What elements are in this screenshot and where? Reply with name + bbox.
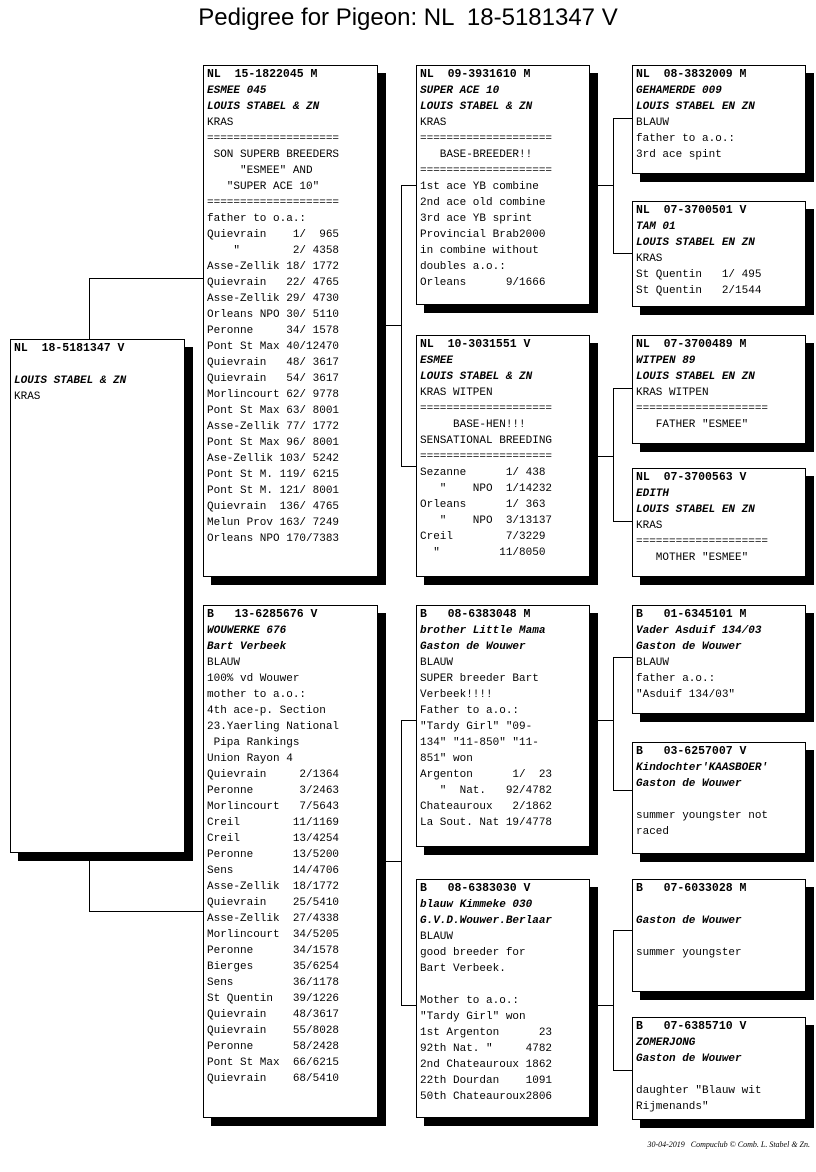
connector-line (597, 185, 613, 186)
connector-line (613, 930, 614, 1071)
card-line: SENSATIONAL BREEDING (420, 435, 553, 447)
connector-line (89, 911, 204, 912)
card-line: Quievrain 54/ 3617 (207, 373, 340, 385)
card-line: Quievrain 68/5410 (207, 1073, 340, 1085)
pigeon-card-dam-sire (416, 605, 590, 847)
card-line: 3rd ace YB sprint (420, 213, 533, 225)
page-title: Pedigree for Pigeon: NL 18-5181347 V (198, 4, 618, 31)
card-line: ==================== (420, 403, 553, 415)
pigeon-card-sire-sire (416, 65, 590, 305)
card-line: LOUIS STABEL EN ZN (636, 237, 755, 249)
card-line: " 11/8050 (420, 547, 546, 559)
card-line: Quievrain 48/3617 (207, 1009, 340, 1021)
card-line: ==================== (420, 451, 553, 463)
card-line: KRAS WITPEN (636, 387, 709, 399)
card-line: LOUIS STABEL & ZN (420, 101, 533, 113)
card-line: 1st ace YB combine (420, 181, 539, 193)
card-line: Union Rayon 4 (207, 753, 293, 765)
card-line: 134" "11-850" "11- (420, 737, 539, 749)
card-line: summer youngster (636, 947, 742, 959)
card-line: Mother to a.o.: (420, 995, 520, 1007)
connector-line (401, 1005, 417, 1006)
card-line: EDITH (636, 488, 670, 500)
card-line: LOUIS STABEL EN ZN (636, 504, 755, 516)
card-line: Orleans NPO 30/ 5110 (207, 309, 340, 321)
card-line: summer youngster not (636, 810, 769, 822)
card-line: Peronne 34/ 1578 (207, 325, 340, 337)
card-line: TAM 01 (636, 221, 676, 233)
connector-line (597, 1005, 613, 1006)
card-line: Sens 36/1178 (207, 977, 340, 989)
ring-number: NL 08-3832009 M (636, 68, 747, 81)
pigeon-card-dam-dam (416, 879, 590, 1118)
card-line: WOUWERKE 676 (207, 625, 287, 637)
connector-line (613, 657, 614, 791)
connector-line (613, 118, 633, 119)
card-line: doubles a.o.: (420, 261, 506, 273)
card-line: Rijmenands" (636, 1101, 709, 1113)
card-line: father to o.a.: (207, 213, 307, 225)
ring-number: B 07-6385710 V (636, 1020, 747, 1033)
connector-line (89, 860, 90, 912)
card-line: father to a.o.: (636, 133, 736, 145)
connector-line (613, 388, 633, 389)
pigeon-card-ss-dam (632, 201, 806, 307)
connector-line (613, 790, 633, 791)
connector-line (613, 253, 633, 254)
card-line: Asse-Zellik 18/1772 (207, 881, 340, 893)
card-line: 3rd ace spint (636, 149, 722, 161)
card-line: SUPER breeder Bart (420, 673, 539, 685)
card-line: Pont St Max 66/6215 (207, 1057, 340, 1069)
card-line: KRAS (207, 117, 234, 129)
card-line: Quievrain 22/ 4765 (207, 277, 340, 289)
card-line: 100% vd Wouwer (207, 673, 300, 685)
card-line: Vader Asduif 134/03 (636, 625, 762, 637)
ring-number: NL 07-3700489 M (636, 338, 747, 351)
card-line: 22th Dourdan 1091 (420, 1075, 553, 1087)
card-line: Pont St M. 121/ 8001 (207, 485, 340, 497)
card-line: Peronne 13/5200 (207, 849, 340, 861)
connector-line (401, 720, 417, 721)
pigeon-card-sd-dam (632, 468, 806, 577)
card-line: BASE-HEN!!! (420, 419, 526, 431)
card-line: 2nd ace old combine (420, 197, 546, 209)
card-line: raced (636, 826, 670, 838)
card-line: good breeder for (420, 947, 526, 959)
print-date: 30-04-2019 (647, 1140, 685, 1149)
card-line: ESMEE 045 (207, 85, 267, 97)
card-line: Father to a.o.: (420, 705, 520, 717)
card-line: "Asduif 134/03" (636, 689, 736, 701)
card-line: 2nd Chateauroux 1862 (420, 1059, 553, 1071)
card-line: Morlincourt 34/5205 (207, 929, 340, 941)
card-line: "Tardy Girl" "09- (420, 721, 533, 733)
card-line (14, 357, 181, 373)
ring-number: NL 07-3700501 V (636, 204, 747, 217)
card-line: Orleans NPO 170/7383 (207, 533, 340, 545)
card-line: Pont St Max 40/12470 (207, 341, 340, 353)
card-line: BLAUW (636, 117, 670, 129)
card-line: mother to a.o.: (207, 689, 307, 701)
card-line: brother Little Mama (420, 625, 546, 637)
connector-line (401, 466, 417, 467)
card-line: Quievrain 1/ 965 (207, 229, 340, 241)
card-line: KRAS (14, 391, 41, 403)
card-line: KRAS (420, 117, 447, 129)
card-line: Quievrain 2/1364 (207, 769, 340, 781)
card-line (420, 977, 586, 993)
card-line: Pont St Max 63/ 8001 (207, 405, 340, 417)
card-line: KRAS WITPEN (420, 387, 493, 399)
card-line: Gaston de Wouwer (636, 778, 742, 790)
card-line: St Quentin 2/1544 (636, 285, 762, 297)
card-line: father a.o.: (636, 673, 716, 685)
card-line: KRAS (636, 520, 663, 532)
card-line: Creil 13/4254 (207, 833, 340, 845)
ring-number: NL 09-3931610 M (420, 68, 531, 81)
ring-number: B 13-6285676 V (207, 608, 318, 621)
card-line: Sezanne 1/ 438 (420, 467, 546, 479)
card-line: Gaston de Wouwer (636, 1053, 742, 1065)
connector-line (89, 278, 204, 279)
card-line: Orleans 1/ 363 (420, 499, 546, 511)
card-line: Verbeek!!!! (420, 689, 493, 701)
card-line: BLAUW (207, 657, 241, 669)
card-line: Gaston de Wouwer (636, 915, 742, 927)
connector-line (613, 118, 614, 254)
pigeon-card-ds-dam (632, 742, 806, 854)
connector-line (613, 657, 633, 658)
card-line: Peronne 34/1578 (207, 945, 340, 957)
card-line: FATHER "ESMEE" (636, 419, 749, 431)
card-line: 4th ace-p. Section (207, 705, 326, 717)
connector-line (89, 278, 90, 340)
connector-line (401, 185, 417, 186)
ring-number: NL 15-1822045 M (207, 68, 318, 81)
card-line: Quievrain 136/ 4765 (207, 501, 340, 513)
card-line (636, 792, 802, 808)
card-line: LOUIS STABEL & ZN (14, 375, 127, 387)
ring-number: B 08-6383030 V (420, 882, 531, 895)
pigeon-card-ss-sire (632, 65, 806, 174)
connector-line (597, 720, 613, 721)
card-line: LOUIS STABEL & ZN (207, 101, 320, 113)
card-line: ==================== (207, 133, 340, 145)
card-line: Melun Prov 163/ 7249 (207, 517, 340, 529)
card-line: La Sout. Nat 19/4778 (420, 817, 553, 829)
pigeon-card-dam (203, 605, 378, 1118)
ring-number: B 08-6383048 M (420, 608, 531, 621)
connector-line (613, 388, 614, 522)
card-line: ==================== (420, 133, 553, 145)
card-line: MOTHER "ESMEE" (636, 552, 749, 564)
ring-number: NL 10-3031551 V (420, 338, 531, 351)
card-line: Gaston de Wouwer (636, 641, 742, 653)
ring-number: NL 07-3700563 V (636, 471, 747, 484)
card-line: BASE-BREEDER!! (420, 149, 533, 161)
card-line: Bart Verbeek (207, 641, 287, 653)
pigeon-card-dd-dam (632, 1017, 806, 1120)
card-line: 851" won (420, 753, 473, 765)
footer (647, 1140, 810, 1149)
card-line: Asse-Zellik 18/ 1772 (207, 261, 340, 273)
card-line: " 2/ 4358 (207, 245, 340, 257)
card-line: daughter "Blauw wit (636, 1085, 762, 1097)
card-line: LOUIS STABEL EN ZN (636, 371, 755, 383)
card-line: Quievrain 48/ 3617 (207, 357, 340, 369)
card-line: "SUPER ACE 10" (207, 181, 320, 193)
card-line: " NPO 1/14232 (420, 483, 553, 495)
card-line: 50th Chateauroux2806 (420, 1091, 553, 1103)
card-line: "Tardy Girl" won (420, 1011, 526, 1023)
card-line: Orleans 9/1666 (420, 277, 546, 289)
card-line: BLAUW (636, 657, 670, 669)
card-line: Sens 14/4706 (207, 865, 340, 877)
card-line: Pont St Max 96/ 8001 (207, 437, 340, 449)
connector-line (385, 861, 401, 862)
card-line: Ase-Zellik 103/ 5242 (207, 453, 340, 465)
ring-number: B 01-6345101 M (636, 608, 747, 621)
card-line: 1st Argenton 23 (420, 1027, 553, 1039)
card-line: Bierges 35/6254 (207, 961, 340, 973)
card-line: Quievrain 55/8028 (207, 1025, 340, 1037)
card-line: Asse-Zellik 27/4338 (207, 913, 340, 925)
ring-number: B 07-6033028 M (636, 882, 747, 895)
pigeon-card-subject (10, 339, 185, 853)
pigeon-card-sd-sire (632, 335, 806, 444)
connector-line (613, 930, 633, 931)
pigeon-card-sire (203, 65, 378, 577)
card-line: Quievrain 25/5410 (207, 897, 340, 909)
card-line: Asse-Zellik 77/ 1772 (207, 421, 340, 433)
connector-line (385, 325, 401, 326)
card-line: ESMEE (420, 355, 454, 367)
card-line: blauw Kimmeke 030 (420, 899, 533, 911)
card-line (636, 929, 802, 945)
connector-line (401, 720, 402, 1006)
card-line: Argenton 1/ 23 (420, 769, 553, 781)
card-line: LOUIS STABEL & ZN (420, 371, 533, 383)
connector-line (613, 1070, 633, 1071)
card-line: Peronne 58/2428 (207, 1041, 340, 1053)
pigeon-card-ds-sire (632, 605, 806, 714)
card-line: " Nat. 92/4782 (420, 785, 553, 797)
card-line: Peronne 3/2463 (207, 785, 340, 797)
card-line: GEHAMERDE 009 (636, 85, 722, 97)
pigeon-card-dd-sire (632, 879, 806, 992)
card-line: BLAUW (420, 657, 454, 669)
card-line: ==================== (636, 403, 769, 415)
card-line: Gaston de Wouwer (420, 641, 526, 653)
card-line: "ESMEE" AND (207, 165, 313, 177)
card-line: SON SUPERB BREEDERS (207, 149, 340, 161)
card-line: G.V.D.Wouwer.Berlaar (420, 915, 553, 927)
connector-line (401, 185, 402, 467)
connector-line (597, 456, 613, 457)
card-line: " NPO 3/13137 (420, 515, 553, 527)
card-line: 92th Nat. " 4782 (420, 1043, 553, 1055)
ring-number: NL 18-5181347 V (14, 342, 125, 355)
card-line: Creil 11/1169 (207, 817, 340, 829)
card-line: Pont St M. 119/ 6215 (207, 469, 340, 481)
card-line: Asse-Zellik 29/ 4730 (207, 293, 340, 305)
card-line: Kindochter'KAASBOER' (636, 762, 769, 774)
card-line: Provincial Brab2000 (420, 229, 546, 241)
card-line: Bart Verbeek. (420, 963, 506, 975)
card-line: ==================== (420, 165, 553, 177)
connector-line (613, 521, 633, 522)
card-line: Pipa Rankings (207, 737, 300, 749)
pigeon-card-sire-dam (416, 335, 590, 577)
card-line: Creil 7/3229 (420, 531, 546, 543)
card-line: Chateauroux 2/1862 (420, 801, 553, 813)
card-line: St Quentin 1/ 495 (636, 269, 762, 281)
card-line: ==================== (207, 197, 340, 209)
footer-credit: Compuclub © Comb. L. Stabel & Zn. (690, 1140, 810, 1149)
card-line: St Quentin 39/1226 (207, 993, 340, 1005)
card-line: in combine without (420, 245, 539, 257)
card-line: Morlincourt 62/ 9778 (207, 389, 340, 401)
ring-number: B 03-6257007 V (636, 745, 747, 758)
card-line: KRAS (636, 253, 663, 265)
card-line: LOUIS STABEL EN ZN (636, 101, 755, 113)
card-line: WITPEN 89 (636, 355, 696, 367)
card-line (636, 897, 802, 913)
card-line: BLAUW (420, 931, 454, 943)
card-line: 23.Yaerling National (207, 721, 340, 733)
card-line: Morlincourt 7/5643 (207, 801, 340, 813)
card-line (636, 1067, 802, 1083)
card-line: ZOMERJONG (636, 1037, 696, 1049)
card-line: SUPER ACE 10 (420, 85, 500, 97)
card-line: ==================== (636, 536, 769, 548)
